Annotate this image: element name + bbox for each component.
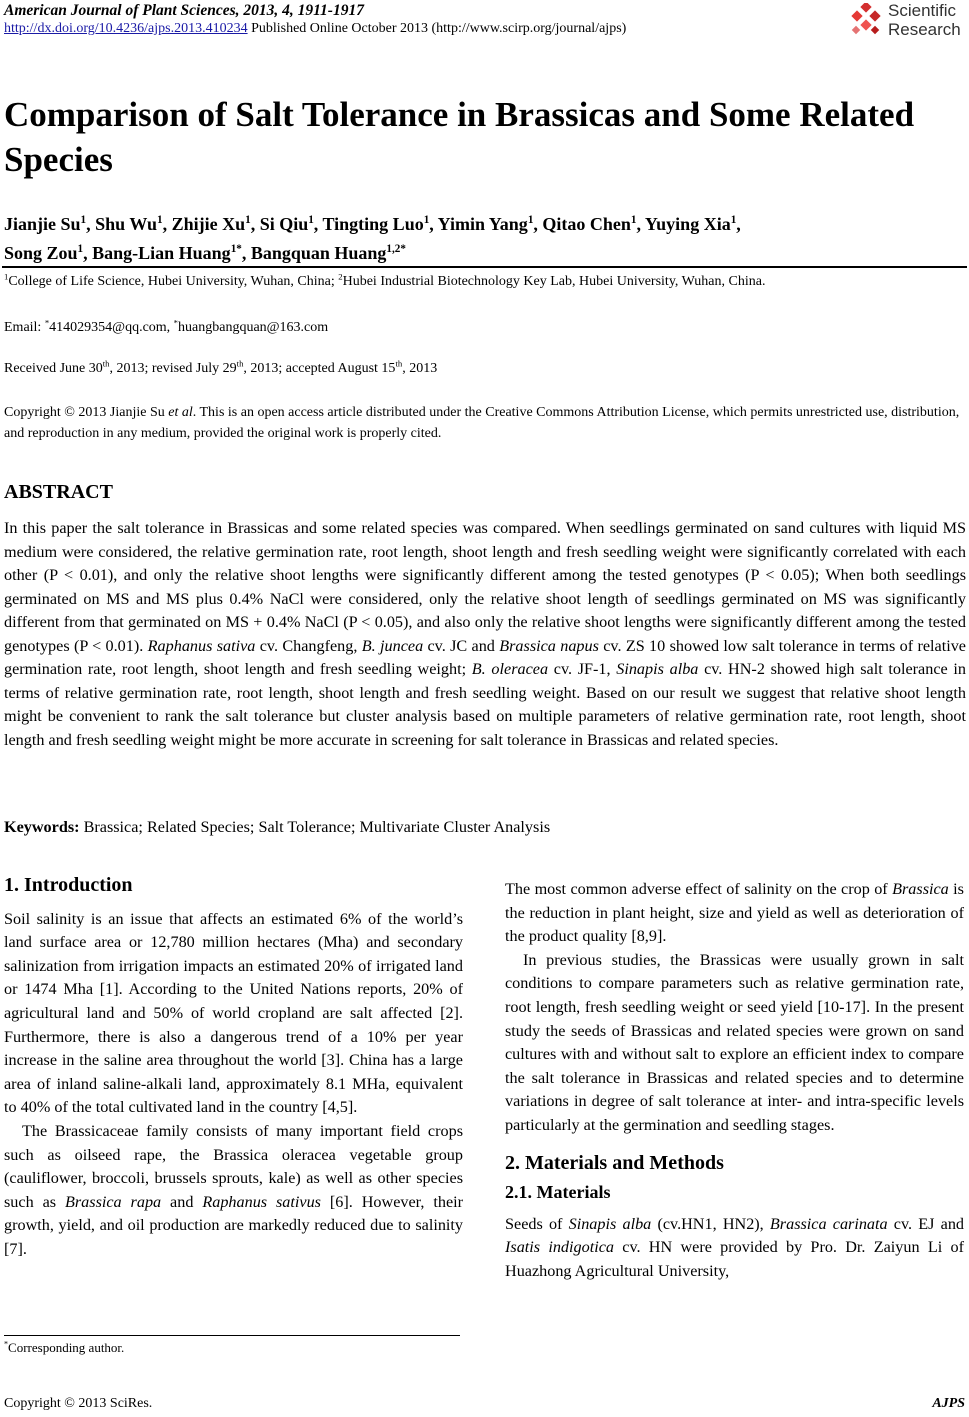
right-column	[505, 878, 964, 1284]
abstract-body: In this paper the salt tolerance in Brassicas and some related species was compared. When seedlings germinated on sand cultures with liquid MS medium were considered, the relative germination rate, root length, shoot length and fresh seedling weight were significantly correlated with each other (P < 0.01), and only the relative shoot lengths were significantly different among the tested genotypes (P < 0.05); When both seedlings germinated on MS and MS plus 0.4% NaCl were considered, only the relative shoot length of seedlings germinated on MS was significantly different from that germinated on MS + 0.4% NaCl (P < 0.05), and also only the relative shoot lengths were significantly different among the tested genotypes (P < 0.01). Raphanus sativa cv. Changfeng, B. juncea cv. JC and Brassica napus cv. ZS 10 showed low salt tolerance in terms of relative germination rate, root length, shoot length and fresh seedling weight; B. oleracea cv. JF-1, Sinapis alba cv. HN-2 showed high salt tolerance in terms of relative germination rate, root length, shoot length and fresh seedling weight. Based on our result we suggest that relative shoot length might be convenient to rank the salt tolerance but cluster analysis based on multiple parameters of relative germination rate, root length, shoot length and fresh seedling weight might be more accurate in screening for salt tolerance in Brassicas and related species.	[4, 519, 966, 749]
author: Bang-Lian Huang$^{1*}$,	[92, 243, 251, 263]
received-dates: Received June 30th, 2013; revised July 29th, 2013; accepted August 15th, 2013	[4, 358, 438, 376]
author: Tingting Luo$^1$,	[322, 214, 438, 234]
copyright-notice: Copyright © 2013 Jianjie Su et al. This is an open access article distributed under the Creative Commons Attribution License, which permits unrestricted use, distribution, and reproduction in any medium, provided the original work is properly cited.	[4, 405, 960, 441]
author: Yuying Xia$^1$,	[644, 214, 741, 234]
author: Si Qiu$^1$,	[259, 214, 323, 234]
published-info: Published Online October 2013 (http://www.scirp.org/journal/ajps)	[247, 21, 627, 36]
abstract-heading: ABSTRACT	[4, 481, 113, 503]
doi-line	[4, 21, 626, 37]
affiliation: $^1$College of Life Science, Hubei University, Wuhan, China; $^2$Hubei Industrial Biotechnology Key Lab, Hubei University, Wuhan, China.	[4, 271, 766, 289]
keywords-list: Brassica; Related Species; Salt Tolerance; Multivariate Cluster Analysis	[79, 818, 551, 836]
footnote-rule	[4, 1335, 460, 1336]
logo-text	[888, 1, 961, 39]
right-paragraph-2: In previous studies, the Brassicas were usually grown in salt conditions to compare parameters such as relative germination rate, root length, fresh seedling weight or seed yield [10-17]. In the present study the seeds of Brassicas and related species were grown on sand cultures with and without salt to explore an efficient index to compare the salt tolerance in Brassicas and related species and to determine variations in degree of salt tolerance at inter- and intra-specific levels particularly at the germination and seedling stages.	[505, 950, 964, 1134]
intro-paragraph-1: Soil salinity is an issue that affects an estimated 6% of the world’s land surface area or 12,780 million hectares (Mha) and secondary salinization from irrigation impacts an estimated 20% of irrigated land or 1474 Mha [1]. According to the United Nations reports, 20% of agricultural land and 50% of world cropland are salt affected [2]. Furthermore, there is also a dangerous trend of a 10% per year increase in the saline area throughout the world [3]. China has a large area of inland saline-alkali land, approximately 8.1 MHa, equivalent to 40% of the total cultivated land in the country [4,5].	[4, 909, 463, 1117]
author: Jianjie Su$^1$,	[4, 214, 96, 234]
email-2[interactable]: huangbangquan@163.com	[178, 320, 329, 335]
author: Yimin Yang$^1$,	[437, 214, 543, 234]
author: Shu Wu$^1$,	[95, 214, 172, 234]
journal-header	[4, 2, 364, 20]
paper-title: Comparison of Salt Tolerance in Brassicas and Some Related Species	[4, 95, 915, 179]
keywords	[4, 818, 550, 837]
footer-copyright: Copyright © 2013 SciRes.	[4, 1396, 153, 1411]
intro-paragraph-2: The Brassicaceae family consists of many important field crops such as oilseed rape, the Brassica oleracea vegetable group (cauliflower, broccoli, brussels sprouts, kale) as well as other species such as Brassica rapa and Raphanus sativus [6]. However, their growth, yield, and oil production are markedly reduced due to salinity [7].	[4, 1121, 464, 1258]
keywords-label: Keywords:	[4, 818, 80, 836]
author: Song Zou$^1$,	[4, 243, 93, 263]
publisher-logo	[848, 1, 968, 43]
materials-paragraph: Seeds of Sinapis alba (cv.HN1, HN2), Brassica carinata cv. EJ and Isatis indigotica cv. HN were provided by Pro. Dr. Zaiyun Li of Huazhong Agricultural University,	[505, 1214, 965, 1280]
subsection-heading-materials: 2.1. Materials	[505, 1182, 611, 1203]
right-paragraph-1: The most common adverse effect of salinity on the crop of Brassica is the reduction in plant height, size and yield as well as deterioration of the product quality [8,9].	[505, 880, 964, 946]
left-column	[4, 874, 463, 1262]
footnote: *Corresponding author.	[4, 1339, 125, 1355]
logo-line-2: Research	[888, 20, 961, 39]
journal-volume: , 2013, 4, 1911-1917	[235, 2, 364, 19]
author: Bangquan Huang$^{1,2*}$	[250, 243, 406, 263]
email-line: Email: *414029354@qq.com, *huangbangquan@163.com	[4, 317, 329, 335]
section-heading-introduction: 1. Introduction	[4, 874, 133, 896]
logo-icon	[850, 3, 886, 39]
logo-line-1: Scientific	[888, 1, 957, 20]
header-divider	[2, 266, 967, 268]
section-heading-methods: 2. Materials and Methods	[505, 1151, 724, 1174]
author: Qitao Chen$^1$,	[542, 214, 645, 234]
doi-link[interactable]: http://dx.doi.org/10.4236/ajps.2013.410234	[4, 21, 248, 36]
journal-name: American Journal of Plant Sciences	[4, 2, 236, 19]
footer-journal-abbrev: AJPS	[932, 1396, 965, 1411]
author: Zhijie Xu$^1$,	[171, 214, 260, 234]
author-list	[4, 210, 964, 268]
email-1[interactable]: 414029354@qq.com,	[49, 320, 174, 335]
